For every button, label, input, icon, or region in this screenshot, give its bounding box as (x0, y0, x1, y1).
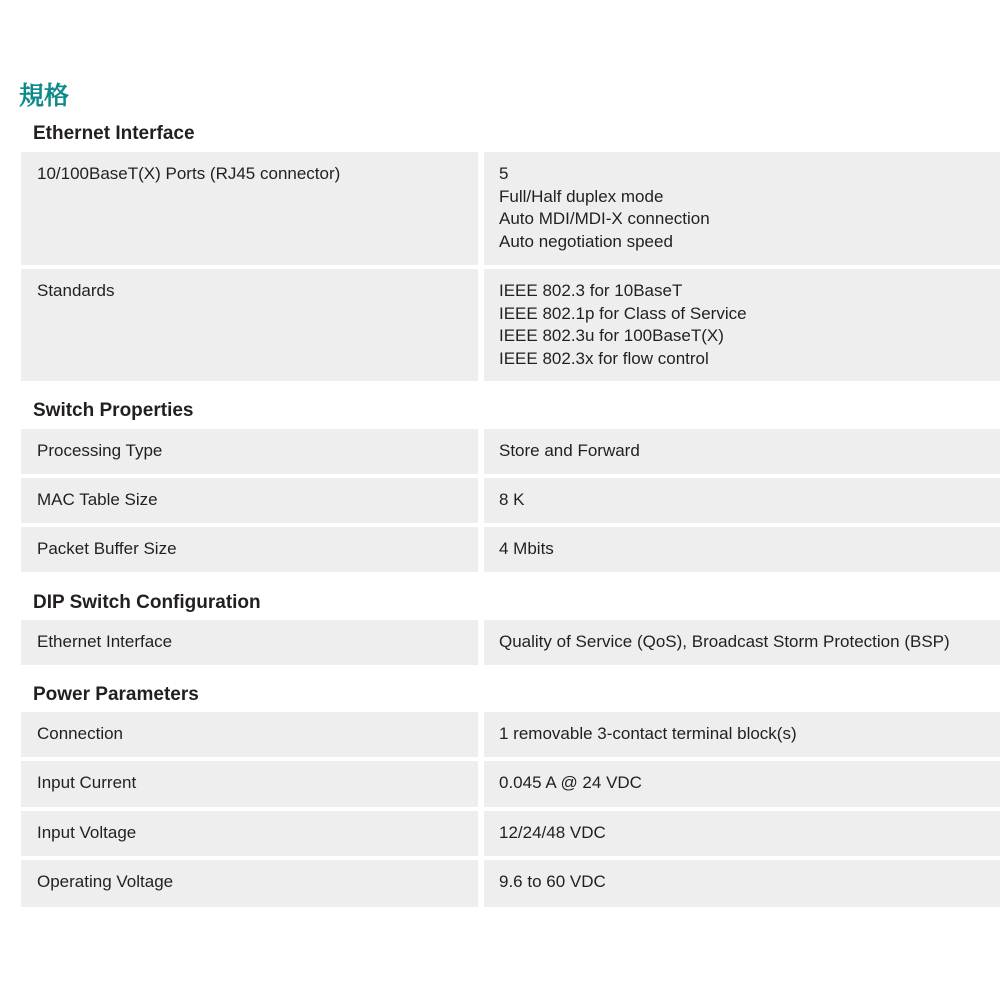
spec-value-line: Store and Forward (499, 441, 640, 460)
spec-value-cell (484, 152, 1000, 265)
spec-value-cell (484, 620, 1000, 665)
section-heading: Ethernet Interface (33, 123, 195, 144)
spec-label-cell (21, 478, 478, 523)
spec-row (21, 478, 1000, 523)
section-heading: DIP Switch Configuration (33, 592, 261, 613)
spec-value-line: 5 (499, 164, 509, 183)
spec-label-cell (21, 811, 478, 856)
spec-label-cell (21, 269, 478, 381)
spec-label: Connection (37, 724, 124, 743)
spec-value-cell (484, 860, 1000, 907)
spec-value-line: IEEE 802.1p for Class of Service (499, 303, 747, 323)
spec-value-line: IEEE 802.3 for 10BaseT (499, 281, 683, 300)
spec-label: Operating Voltage (37, 872, 174, 891)
spec-value-line: 1 removable 3-contact terminal block(s) (499, 724, 797, 743)
spec-value-cell (484, 269, 1000, 381)
spec-label: Input Current (37, 773, 137, 792)
spec-label: MAC Table Size (37, 490, 158, 509)
section-heading: Power Parameters (33, 684, 199, 705)
spec-value-line: 4 Mbits (499, 539, 554, 558)
spec-label: Packet Buffer Size (37, 539, 177, 558)
spec-value-cell (484, 527, 1000, 572)
spec-label-cell (21, 527, 478, 572)
spec-value-line: Full/Half duplex mode (499, 186, 664, 206)
spec-value-cell (484, 712, 1000, 757)
spec-row (21, 152, 1000, 265)
section-heading: Switch Properties (33, 400, 194, 421)
spec-label: Processing Type (37, 441, 163, 460)
spec-value-line: IEEE 802.3u for 100BaseT(X) (499, 326, 724, 345)
spec-row (21, 712, 1000, 757)
spec-value-line: IEEE 802.3x for flow control (499, 348, 709, 368)
spec-row (21, 527, 1000, 572)
spec-value-line: Auto MDI/MDI-X connection (499, 209, 710, 228)
spec-label-cell (21, 152, 478, 265)
spec-label-cell (21, 712, 478, 757)
spec-value-line: 0.045 A @ 24 VDC (499, 773, 642, 792)
spec-value-line: 9.6 to 60 VDC (499, 872, 606, 891)
spec-row (21, 811, 1000, 856)
spec-label: Input Voltage (37, 823, 137, 842)
spec-value-cell (484, 429, 1000, 474)
spec-label: Standards (37, 281, 115, 300)
spec-value-cell (484, 811, 1000, 856)
spec-label: 10/100BaseT(X) Ports (RJ45 connector) (37, 164, 341, 183)
spec-row (21, 761, 1000, 807)
spec-value-line: Quality of Service (QoS), Broadcast Storm Protection (BSP) (499, 632, 950, 651)
spec-label: Ethernet Interface (37, 632, 173, 651)
spec-value-line: 8 K (499, 490, 525, 509)
spec-value-cell (484, 761, 1000, 807)
spec-value-line: Auto negotiation speed (499, 231, 673, 251)
spec-value-line: 12/24/48 VDC (499, 823, 606, 842)
spec-row (21, 620, 1000, 665)
spec-row (21, 860, 1000, 907)
spec-label-cell (21, 620, 478, 665)
spec-label-cell (21, 761, 478, 807)
page-title: 規格 (19, 81, 70, 110)
spec-row (21, 429, 1000, 474)
spec-label-cell (21, 860, 478, 907)
spec-label-cell (21, 429, 478, 474)
spec-value-cell (484, 478, 1000, 523)
spec-row (21, 269, 1000, 381)
